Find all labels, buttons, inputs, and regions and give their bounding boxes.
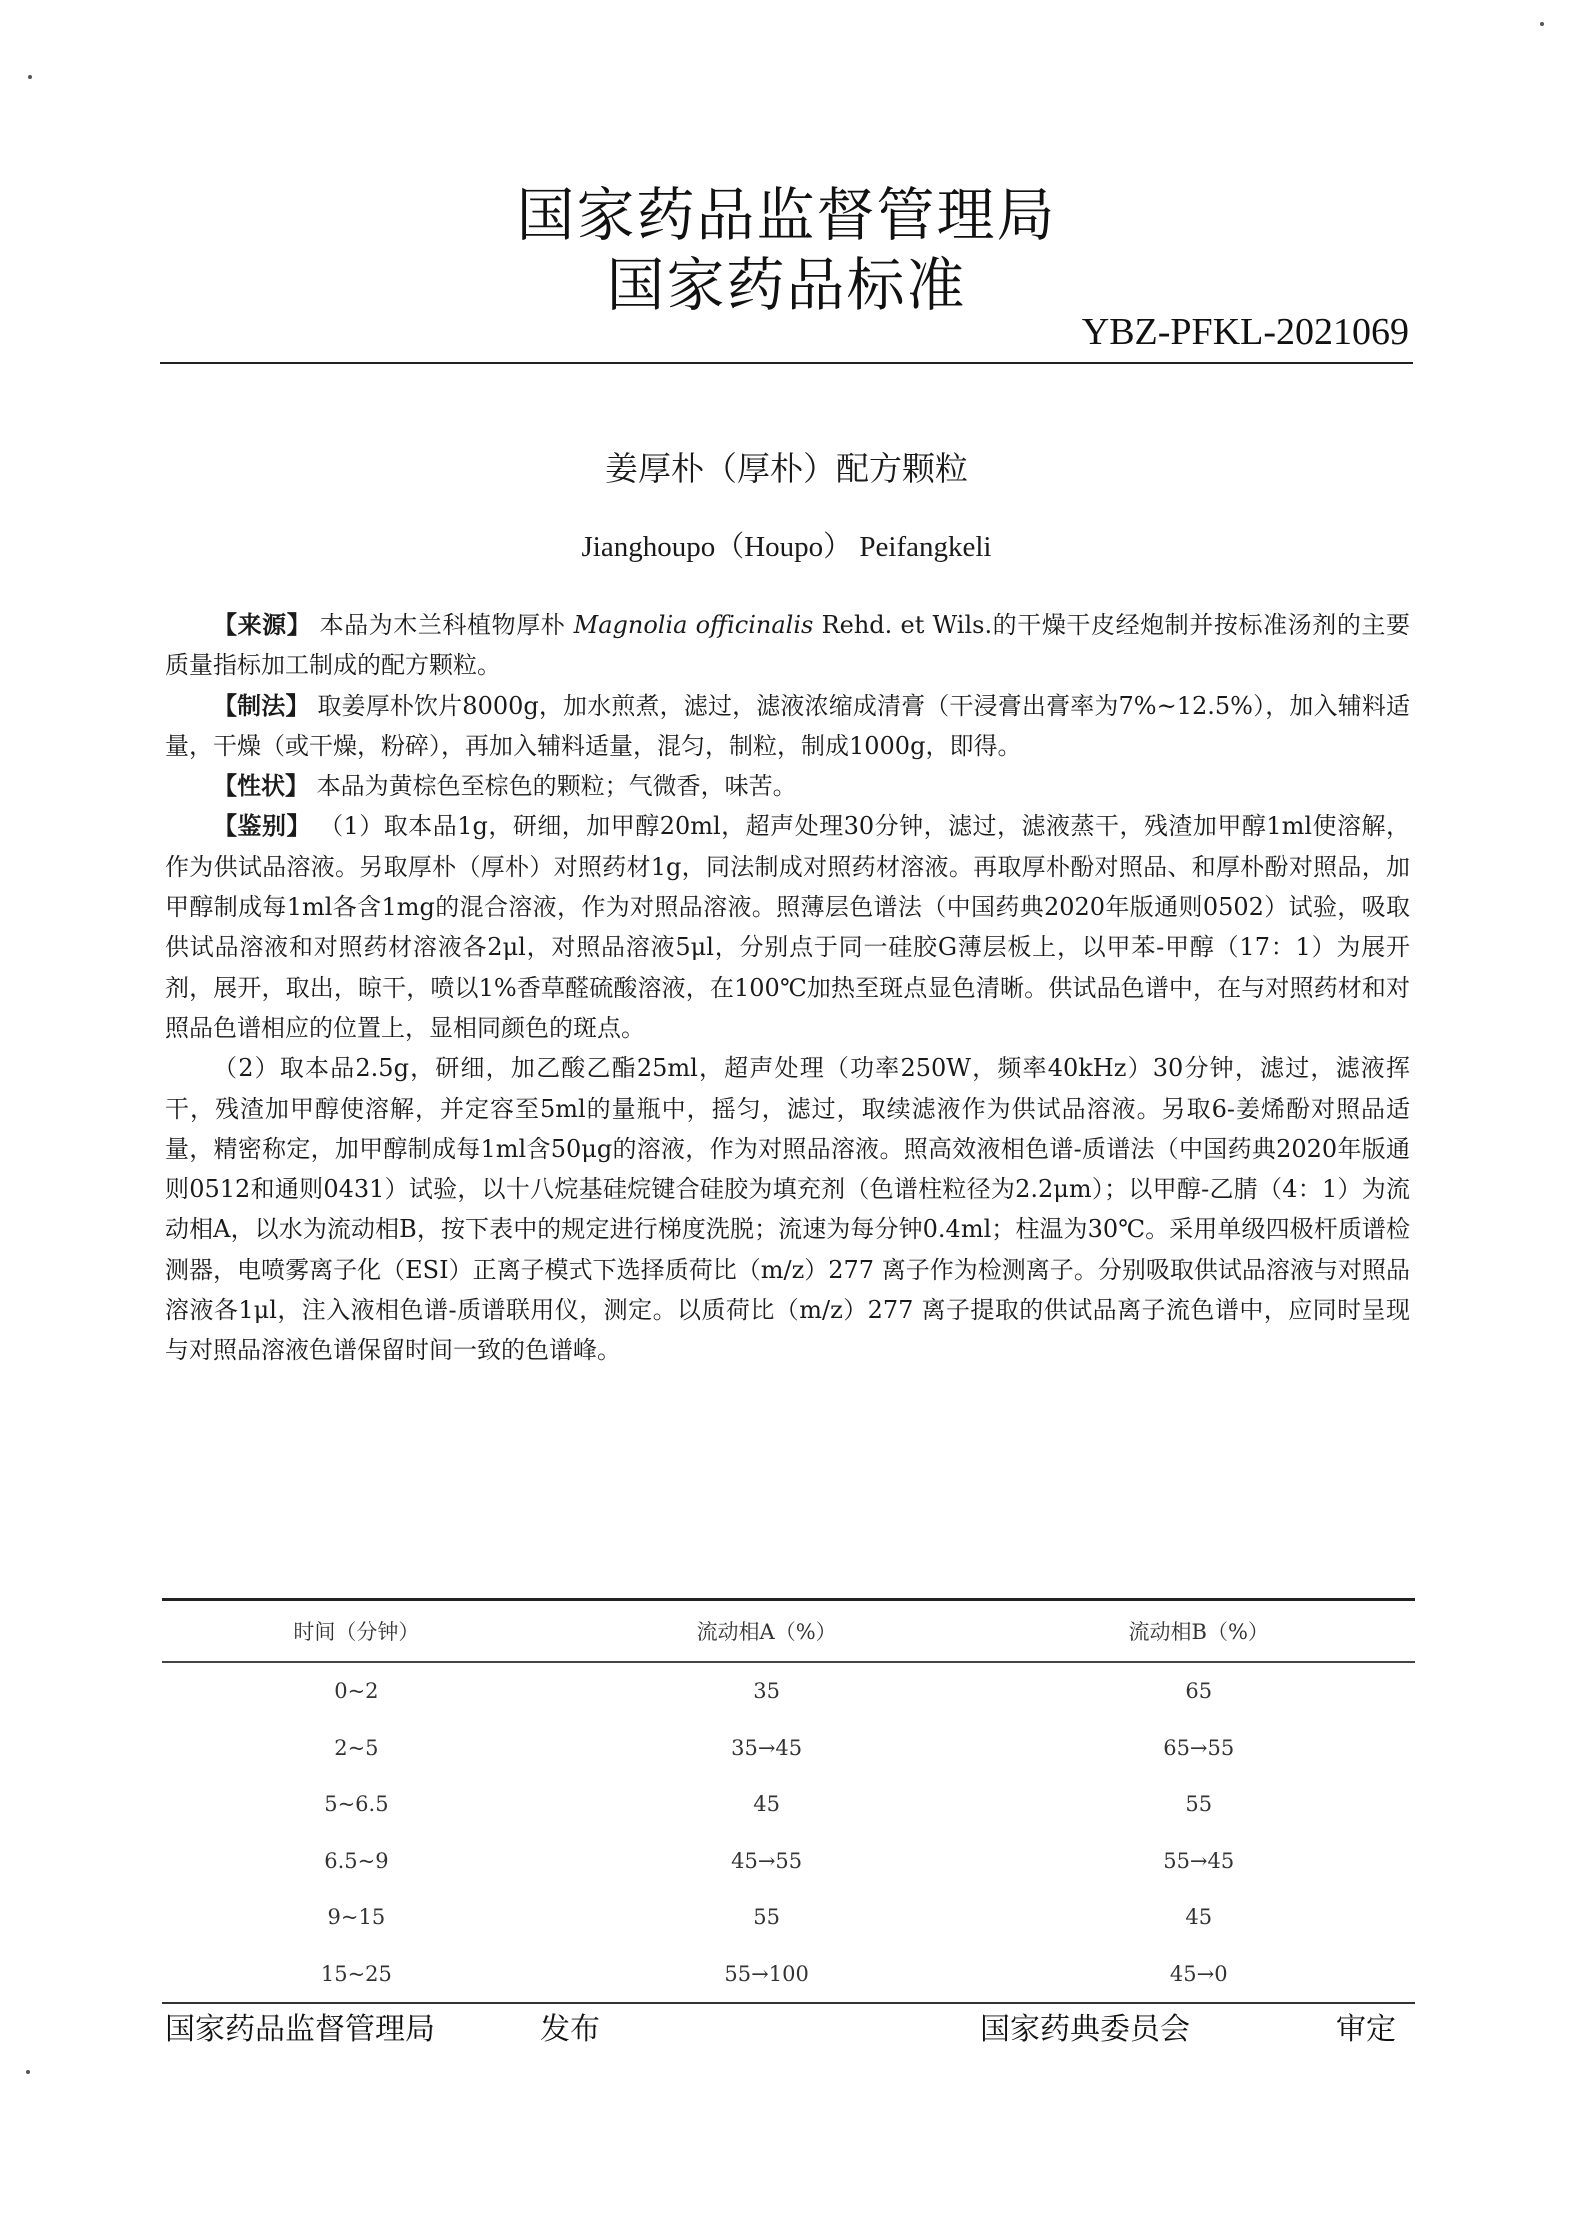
table-cell: 0~2: [334, 1679, 379, 1704]
identification-section: [165, 806, 1410, 1048]
preparation-section: [165, 686, 1410, 767]
source-label: 【来源】: [213, 611, 312, 639]
preparation-label: 【制法】: [213, 691, 310, 720]
footer-issue-label: 发布: [540, 2012, 600, 2047]
document-pinyin: Jianghoupo（Houpo） Peifangkeli: [581, 531, 992, 563]
table-cell: 45: [753, 1792, 780, 1817]
standard-title: 国家药品标准: [606, 251, 967, 319]
source-text: 本品为木兰科植物厚朴: [319, 611, 566, 639]
table-cell: 9~15: [327, 1905, 386, 1930]
identification-part2: （2）取本品2.5g，研细，加乙酸乙酯25ml，超声处理（功率250W，频率40kHz）30分钟，滤过，滤液挥干，残渣加甲醇使溶解，并定容至5ml的量瓶中，摇匀，滤过，取续滤液作为供试品溶液。另取6-姜烯酚对照品适量，精密称定，加甲醇制成每1ml含50μg的溶液，作为对照品溶液。照高效液相色谱-质谱法（中国药典2020年版通则0512和通则0431）试验，以十八烷基硅烷键合硅胶为填充剂（色谱柱粒径为2.2μm）；以甲醇-乙腈（4：1）为流动相A，以水为流动相B，按下表中的规定进行梯度洗脱；流速为每分钟0.4ml；柱温为30℃。采用单级四极杆质谱检测器，电喷雾离子化（ESI）正离子模式下选择质荷比（m/z）277 离子作为检测离子。分别吸取供试品溶液与对照品溶液各1μl，注入液相色谱-质谱联用仪，测定。以质荷比（m/z）277 离子提取的供试品离子流色谱中，应同时呈现与对照品溶液色谱保留时间一致的色谱峰。: [165, 1054, 1410, 1365]
table-cell: 15~25: [162, 1946, 551, 2004]
table-cell: 6.5~9: [324, 1848, 389, 1873]
document-title: 姜厚朴（厚朴）配方颗粒: [605, 449, 968, 488]
footer-reviewer: 国家药典委员会: [980, 2012, 1190, 2047]
standard-number: YBZ-PFKL-2021069: [1081, 311, 1409, 353]
table-cell: 55: [1185, 1792, 1213, 1817]
footer-issuer: 国家药品监督管理局: [165, 2012, 435, 2047]
table-row: [162, 1946, 1415, 2004]
characteristics-section: [165, 766, 1410, 806]
gradient-table: [162, 1598, 1415, 2004]
table-cell: 55→45: [1163, 1848, 1235, 1873]
identification-part1: （1）取本品1g，研细，加甲醇20ml，超声处理30分钟，滤过，滤液蒸干，残渣加甲醇1ml使溶解，作为供试品溶液。另取厚朴（厚朴）对照药材1g，同法制成对照药材溶液。再取厚朴酚对照品、和厚朴酚对照品，加甲醇制成每1ml各含1mg的混合溶液，作为对照品溶液。照薄层色谱法（中国药典2020年版通则0502）试验，吸取供试品溶液和对照药材溶液各2μl，对照品溶液5μl，分别点于同一硅胶G薄层板上，以甲苯-甲醇（17：1）为展开剂，展开，取出，晾干，喷以1%香草醛硫酸溶液，在100℃加热至斑点显色清晰。供试品色谱中，在与对照药材和对照品色谱相应的位置上，显相同颜色的斑点。: [165, 812, 1410, 1042]
table-cell: 55→100: [551, 1946, 983, 2004]
source-text-after: Rehd. et Wils.的干燥干皮经炮制并按标准汤剂的主要质量指标加工制成的配方颗粒。: [165, 611, 1411, 680]
scan-speck: [28, 75, 32, 79]
agency-title: 国家药品监督管理局: [516, 181, 1057, 249]
table-header-cell: 流动相B（%）: [982, 1600, 1415, 1663]
footer-review-label: 审定: [1336, 2012, 1396, 2047]
table-header-cell: 时间（分钟）: [162, 1600, 551, 1663]
table-cell: 45: [1185, 1905, 1213, 1930]
characteristics-text: 本品为黄棕色至棕色的颗粒；气微香，味苦。: [316, 772, 797, 801]
table-row: [162, 1720, 1415, 1777]
document-body: [165, 605, 1410, 1371]
table-cell: 65→55: [1163, 1735, 1235, 1760]
table-row: [162, 1776, 1415, 1833]
table-row: [162, 1662, 1415, 1720]
table-cell: 45→0: [982, 1946, 1415, 2004]
identification-label: 【鉴别】: [213, 812, 311, 841]
table-cell: 55: [753, 1905, 780, 1930]
source-section: [165, 605, 1410, 686]
latin-name: Magnolia officinalis: [573, 611, 814, 639]
characteristics-label: 【性状】: [213, 772, 309, 801]
scan-speck: [1540, 22, 1544, 26]
table-header-cell: 流动相A（%）: [551, 1600, 983, 1663]
table-cell: 65: [1185, 1679, 1213, 1704]
table-cell: 45→55: [731, 1848, 803, 1873]
identification-part2-paragraph: [165, 1048, 1410, 1370]
table-row: [162, 1889, 1415, 1946]
header-rule: [160, 362, 1413, 364]
table-row: [162, 1833, 1415, 1890]
table-cell: 35: [753, 1679, 780, 1704]
table-cell: 5~6.5: [324, 1792, 389, 1817]
scan-speck: [26, 2070, 30, 2074]
table-cell: 2~5: [334, 1735, 379, 1760]
preparation-text: 取姜厚朴饮片8000g，加水煎煮，滤过，滤液浓缩成清膏（干浸膏出膏率为7%~12.5%），加入辅料适量，干燥（或干燥，粉碎），再加入辅料适量，混匀，制粒，制成1000g，即得。: [165, 691, 1410, 760]
table-header-row: [162, 1600, 1415, 1663]
table-cell: 35→45: [731, 1735, 803, 1760]
